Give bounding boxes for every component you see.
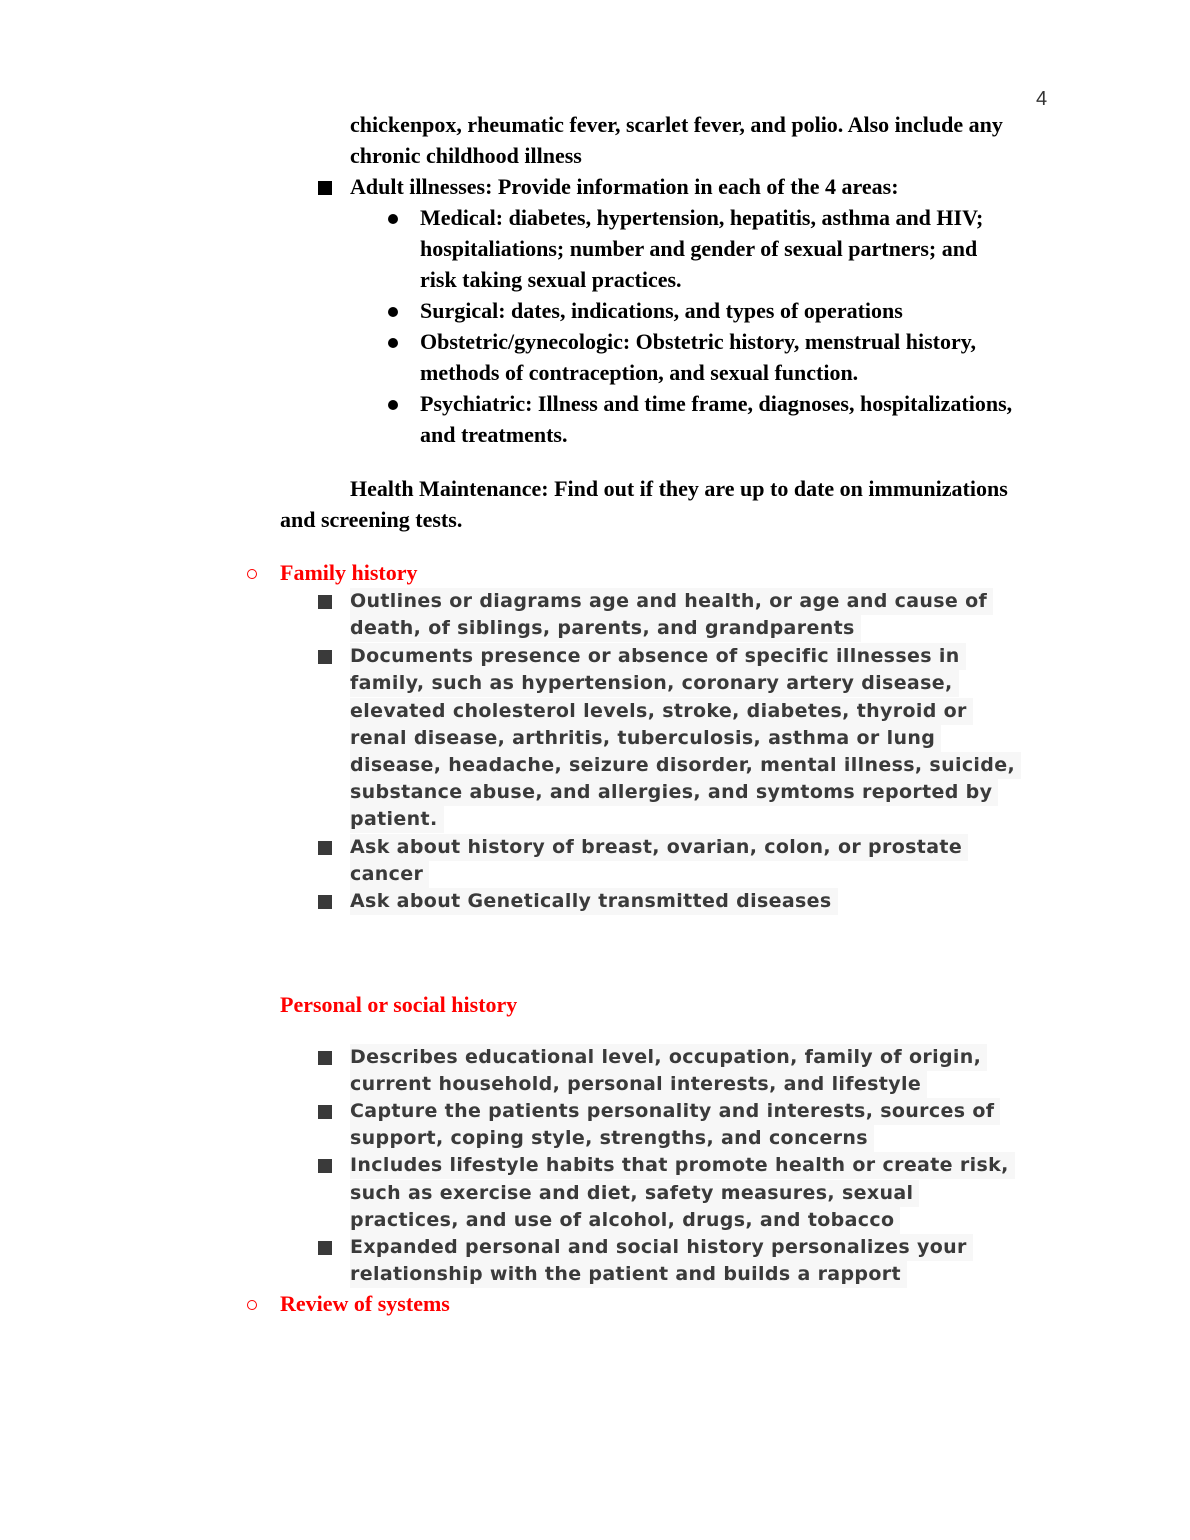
list-item-line: relationship with the patient and builds a rapport <box>350 1261 907 1288</box>
round-bullet-icon <box>388 400 398 410</box>
list-item-line: Documents presence or absence of specific illnesses in <box>350 643 966 670</box>
list-item-line: practices, and use of alcohol, drugs, and tobacco <box>350 1207 900 1234</box>
list-item-line: Medical: diabetes, hypertension, hepatitis, asthma and HIV; <box>420 205 984 230</box>
list-item-line: Surgical: dates, indications, and types of operations <box>420 298 903 323</box>
page-number: 4 <box>1036 88 1048 110</box>
list-item-line: patient. <box>350 806 444 833</box>
list-item-line: support, coping style, strengths, and concerns <box>350 1125 874 1152</box>
list-item-line: hospitaliations; number and gender of sexual partners; and <box>420 236 978 261</box>
square-bullet-icon <box>318 1241 332 1255</box>
square-bullet-icon <box>318 1105 332 1119</box>
square-bullet-icon <box>318 595 332 609</box>
list-item-line: Capture the patients personality and interests, sources of <box>350 1098 1000 1125</box>
list-item-line: cancer <box>350 861 429 888</box>
paragraph-health-maintenance: and screening tests. <box>280 507 463 532</box>
paragraph-line: chickenpox, rheumatic fever, scarlet fever, and polio. Also include any <box>350 112 1003 137</box>
square-bullet-icon <box>318 650 332 664</box>
round-bullet-icon <box>388 307 398 317</box>
round-bullet-icon <box>388 214 398 224</box>
square-bullet-icon <box>318 1051 332 1065</box>
section-heading-social-history: Personal or social history <box>280 992 518 1017</box>
list-item-line: Outlines or diagrams age and health, or age and cause of <box>350 588 993 615</box>
square-bullet-icon <box>318 895 332 909</box>
list-item-line: elevated cholesterol levels, stroke, diabetes, thyroid or <box>350 698 973 725</box>
section-heading-family-history: Family history <box>280 560 418 585</box>
list-item-line: death, of siblings, parents, and grandparents <box>350 615 861 642</box>
list-item-line: Ask about Genetically transmitted diseases <box>350 888 838 915</box>
square-bullet-icon <box>318 1159 332 1173</box>
hollow-circle-bullet-icon <box>247 1300 257 1310</box>
list-item-line: Includes lifestyle habits that promote health or create risk, <box>350 1152 1015 1179</box>
list-item-line: such as exercise and diet, safety measures, sexual <box>350 1180 919 1207</box>
list-item-adult-illnesses: Adult illnesses: Provide information in each of the 4 areas: <box>350 174 899 199</box>
square-bullet-icon <box>318 841 332 855</box>
list-item-line: methods of contraception, and sexual function. <box>420 360 859 385</box>
list-item-line: current household, personal interests, and lifestyle <box>350 1071 927 1098</box>
paragraph-health-maintenance: Health Maintenance: Find out if they are up to date on immunizations <box>350 476 1008 501</box>
paragraph-line: chronic childhood illness <box>350 143 582 168</box>
list-item-line: Obstetric/gynecologic: Obstetric history, menstrual history, <box>420 329 977 354</box>
list-item-line: disease, headache, seizure disorder, mental illness, suicide, <box>350 752 1021 779</box>
round-bullet-icon <box>388 338 398 348</box>
list-item-line: Describes educational level, occupation, family of origin, <box>350 1044 987 1071</box>
list-item-line: and treatments. <box>420 422 568 447</box>
list-item-line: family, such as hypertension, coronary artery disease, <box>350 670 959 697</box>
list-item-line: substance abuse, and allergies, and symtoms reported by <box>350 779 998 806</box>
list-item-line: Expanded personal and social history personalizes your <box>350 1234 973 1261</box>
hollow-circle-bullet-icon <box>247 569 257 579</box>
list-item-line: Psychiatric: Illness and time frame, diagnoses, hospitalizations, <box>420 391 1013 416</box>
list-item-line: Ask about history of breast, ovarian, colon, or prostate <box>350 834 968 861</box>
list-item-line: risk taking sexual practices. <box>420 267 682 292</box>
list-item-line: renal disease, arthritis, tuberculosis, asthma or lung <box>350 725 941 752</box>
square-bullet-icon <box>318 181 332 195</box>
section-heading-review-of-systems: Review of systems <box>280 1291 450 1316</box>
